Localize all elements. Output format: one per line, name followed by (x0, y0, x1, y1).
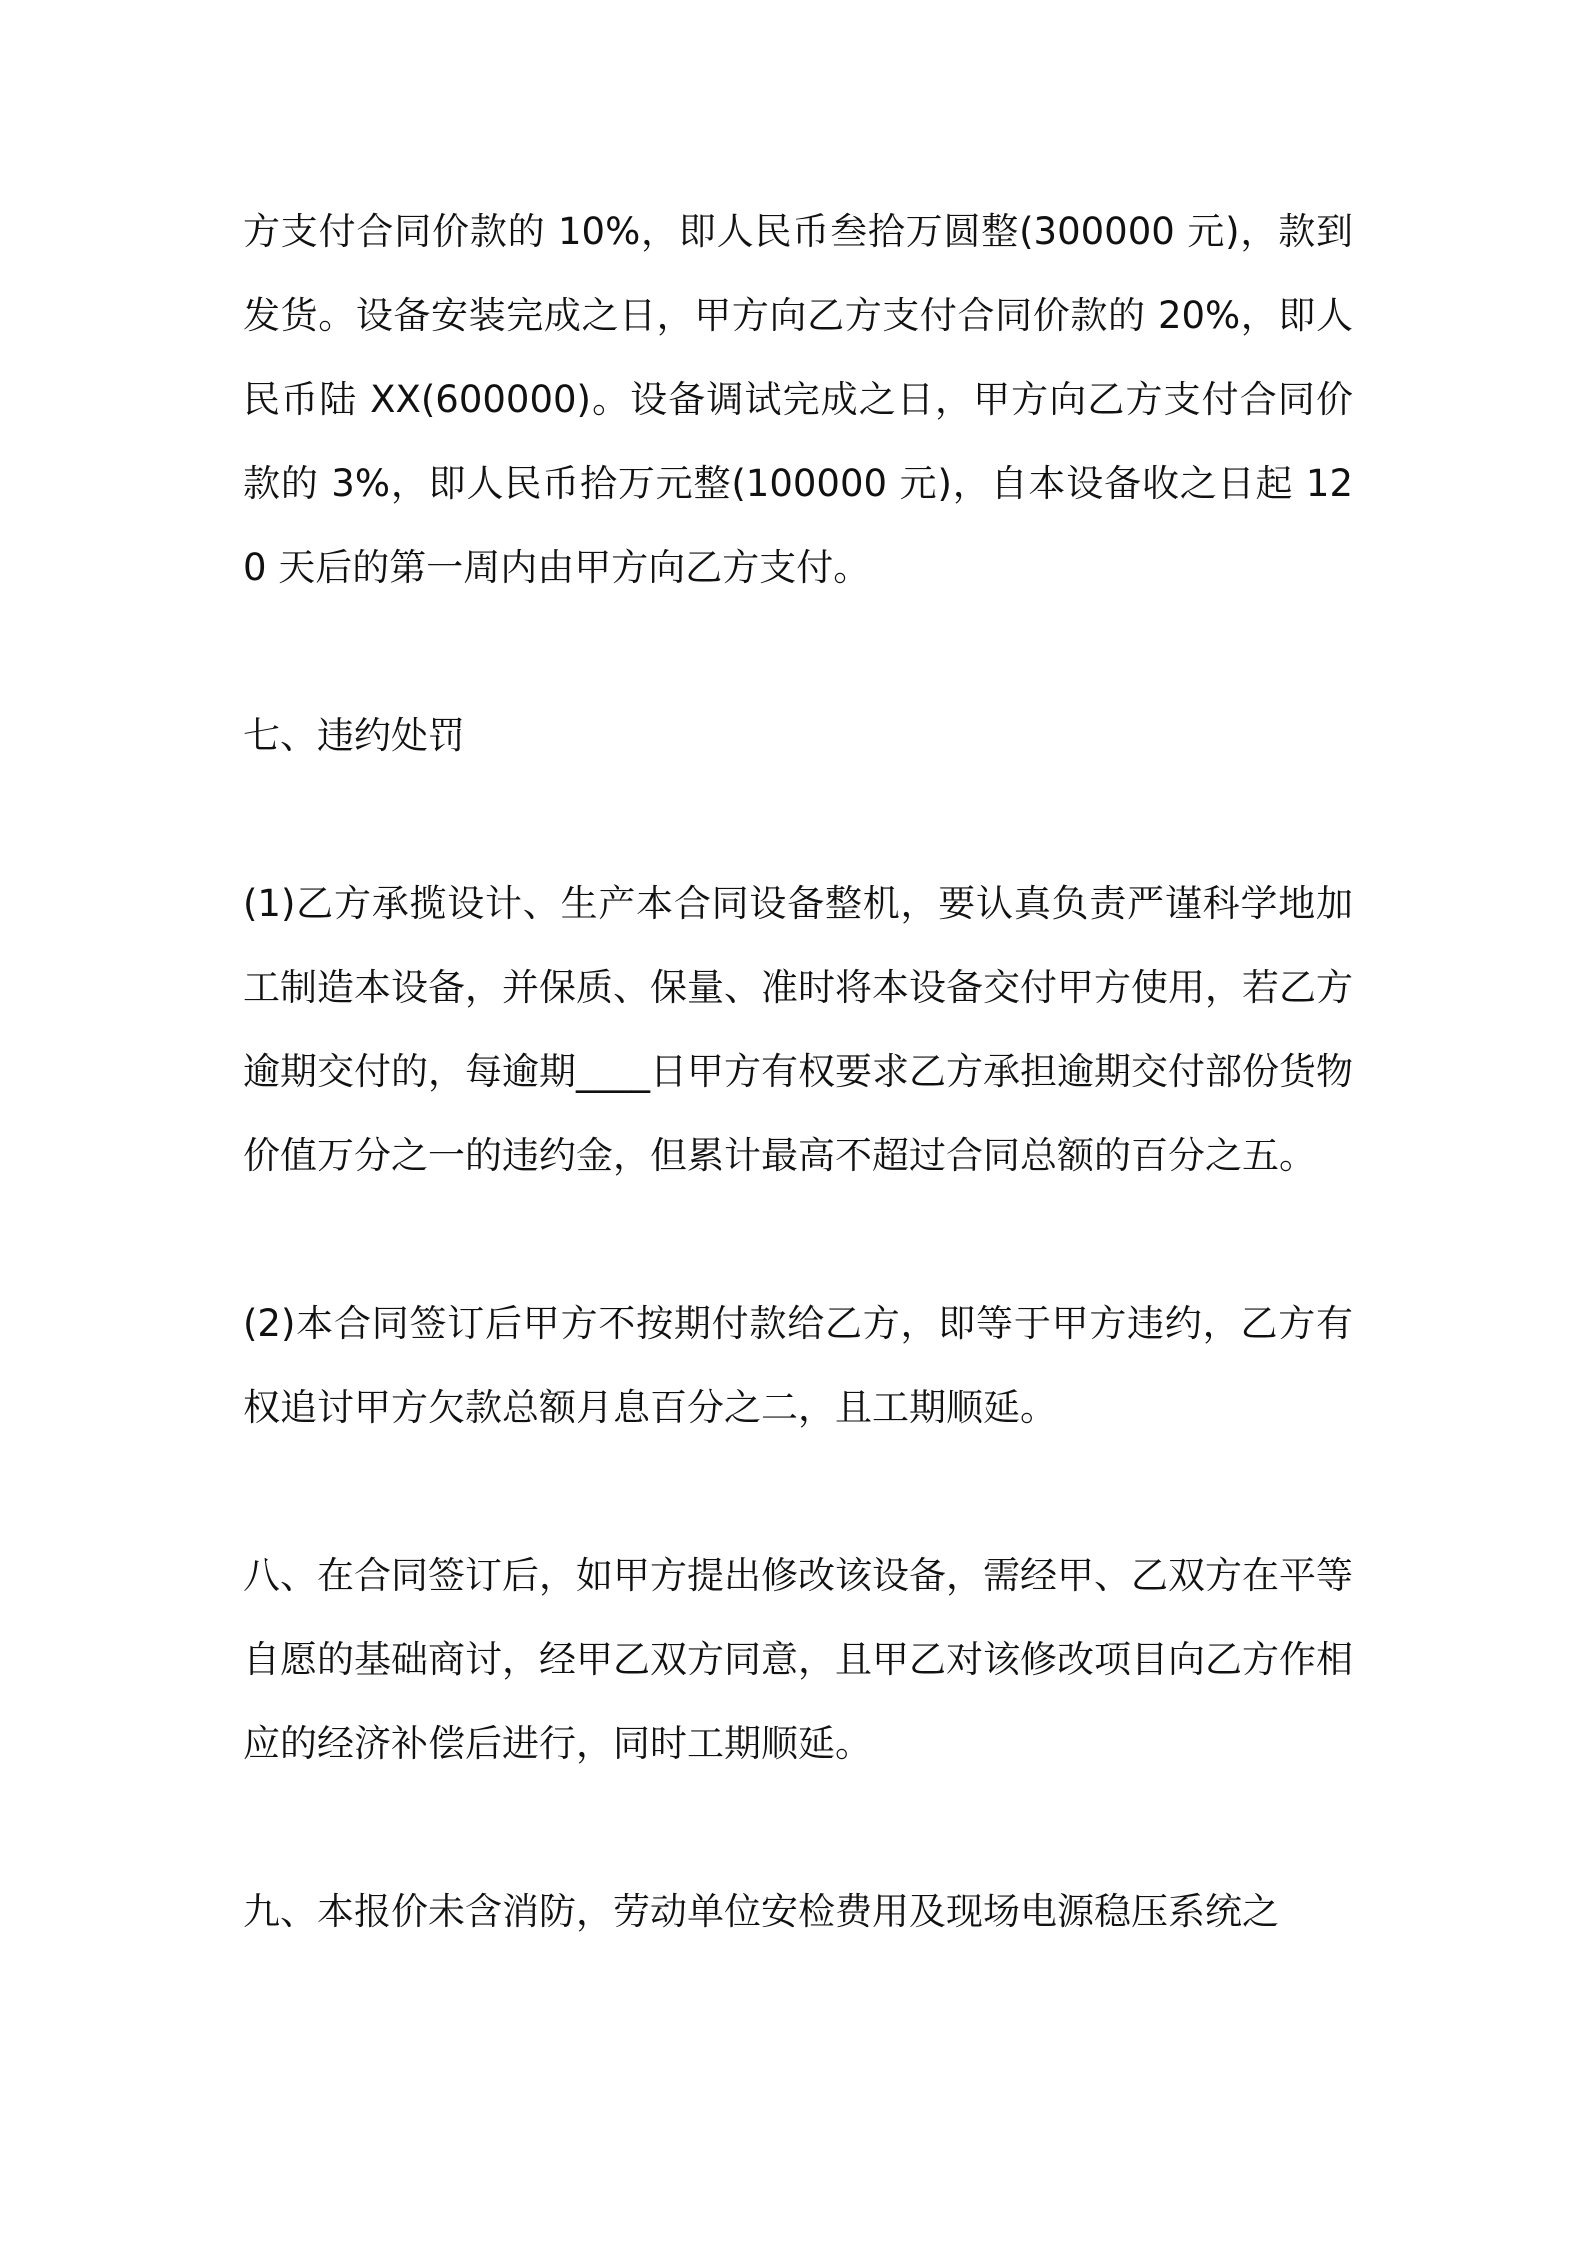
document-body (243, 190, 1353, 1954)
section-eight-paragraph: 八、在合同签订后，如甲方提出修改该设备，需经甲、乙双方在平等自愿的基础商讨，经甲乙双方同意，且甲乙对该修改项目向乙方作相应的经济补偿后进行，同时工期顺延。 (243, 1554, 1353, 1765)
paragraph-spacer (243, 1450, 1353, 1534)
section-nine-paragraph: 九、本报价未含消防，劳动单位安检费用及现场电源稳压系统之 (243, 1890, 1279, 1933)
breach-clause-2: (2)本合同签订后甲方不按期付款给乙方，即等于甲方违约，乙方有权追讨甲方欠款总额月息百分之二，且工期顺延。 (243, 1302, 1353, 1429)
paragraph-spacer (243, 1198, 1353, 1282)
paragraph-spacer (243, 610, 1353, 694)
paragraph-spacer (243, 1786, 1353, 1870)
payment-terms-paragraph: 方支付合同价款的 10%，即人民币叁拾万圆整(300000 元)，款到发货。设备安装完成之日，甲方向乙方支付合同价款的 20%，即人民币陆 XX(600000)。设备调试完成之日，甲方向乙方支付合同价款的 3%，即人民币拾万元整(100000 元)，自本设备收之日起 120 天后的第一周内由甲方向乙方支付。 (243, 210, 1353, 589)
section-heading-breach: 七、违约处罚 (243, 714, 465, 757)
breach-clause-1: (1)乙方承揽设计、生产本合同设备整机，要认真负责严谨科学地加工制造本设备，并保质、保量、准时将本设备交付甲方使用，若乙方逾期交付的，每逾期____日甲方有权要求乙方承担逾期交付部份货物价值万分之一的违约金，但累计最高不超过合同总额的百分之五。 (243, 882, 1353, 1177)
paragraph-spacer (243, 778, 1353, 862)
